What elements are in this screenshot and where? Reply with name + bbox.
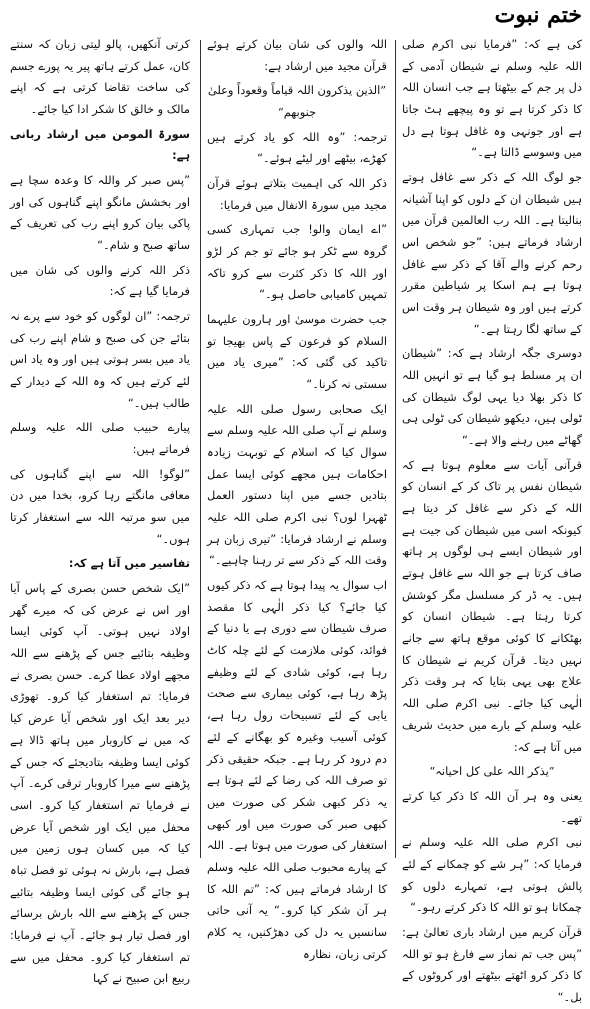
paragraph: ”اے ایمان والو! جب تمہاری کسی گروہ سے ٹکر ہو جائے تو جم کر لڑو اور اللہ کا ذکر کثرت سے کرو تاکہ تمہیں کامیابی حاصل ہو۔“ <box>207 222 387 302</box>
paragraph: جب حضرت موسیٰ اور ہارون علیہما السلام کو فرعون کے پاس بھیجا تو تاکید کی گئی کہ: ”میری یاد میں سستی نہ کرنا۔“ <box>207 312 387 392</box>
arabic-quote: ”یذکر اللہ علی کل احیانہ“ <box>429 764 555 779</box>
article-body <box>8 34 582 1004</box>
column-middle <box>207 34 387 961</box>
paragraph: پیارے حبیب صلی اللہ علیہ وسلم فرماتے ہیں: <box>10 420 190 457</box>
paragraph: ایک صحابی رسول صلی اللہ علیہ وسلم نے آپ صلی اللہ علیہ وسلم سے سوال کیا کہ اسلام کے توبہت زیادہ احکامات ہیں مجھے کوئی ایسا عمل بتادیں جسے میں اپنا دستور العمل ٹھہرا لوں؟ نبی اکرم صلی اللہ علیہ وسلم نے ارشاد فرمایا: ”تیری زبان ہر وقت اللہ کے ذکر سے تر رہنا چاہیے۔“ <box>207 401 387 568</box>
paragraph: سورۃ المومن میں ارشاد ربانی ہے: <box>10 126 190 163</box>
paragraph: ذکر اللہ کرنے والوں کی شان میں فرمایا گیا ہے کہ: <box>10 262 190 299</box>
paragraph: اب سوال یہ پیدا ہوتا ہے کہ ذکر کیوں کیا جائے؟ کیا ذکر الٰہی کا مقصد صرف شیطان سے دوری ہے یا دنیا کے فوائد، کوئی ملازمت کے لئے چلہ کاٹ رہا ہے، کوئی شادی کے لئے وظیفے پڑھ رہا ہے، کوئی بیماری سے صحت یابی کے لئے تسبیحات رول رہا ہے، کوئی آسیب وغیرہ کو بھگانے کے لئے دم درود کر رہا ہے۔ جبکہ حقیقی ذکر تو صرف اللہ کی رضا کے لئے ہوتا ہے یہ ذکر کبھی شکر کی صورت میں کبھی صبر کی صورت میں اور کبھی استغفار کی صورت میں ہوتا ہے۔ اللہ کے پیارے محبوب صلی اللہ علیہ وسلم کا ارشاد فرماتے ہیں کہ: ”تم اللہ کا ہر آن شکر کیا کرو۔“ یہ آنی حاتی سانسیں یہ دل کی دھڑکنیں، یہ کلام کرتی زبان، نظارہ <box>207 578 387 961</box>
paragraph: کی ہے کہ: ”فرمایا نبی اکرم صلی اللہ علیہ وسلم نے شیطان آدمی کے دل پر جم کے بیٹھتا ہے جب انسان اللہ کا ذکر کرتا ہے تو وہ پیچھے ہٹ جاتا ہے اور جونہی وہ غافل ہوتا ہے دل میں وسوسے ڈالتا ہے۔“ <box>402 37 582 160</box>
column-divider <box>395 40 396 858</box>
paragraph: دوسری جگہ ارشاد ہے کہ: ”شیطان ان پر مسلط ہو گیا ہے تو انہیں اللہ کا ذکر بھلا دیا یہی لوگ شیطان کی ٹولی ہیں، دیکھو شیطان کی ٹولی ہی گھاٹے میں رہنے والا ہے۔“ <box>402 346 582 448</box>
paragraph: قرآنی آیات سے معلوم ہوتا ہے کہ شیطان نفس پر تاک کر کے انسان کو اللہ کے ذکر سے غافل کر دیتا ہے کیونکہ اسی میں شیطان کی جیت ہے اور شیطان ایسے ہی لوگوں پر ہاتھ صاف کرتا ہے جو اللہ سے غافل ہوتے ہیں۔ یہ ڈر کر مسلسل مگر کوشش کرتا رہتا ہے۔ شیطان انسان کو بھٹکانے کا کوئی موقع ہاتھ سے جانے نہیں دیتا۔ قرآن کریم نے شیطان کا علاج بھی یہی بتایا کہ ہر وقت ذکر الٰہی کیا جائے۔ نبی اکرم صلی اللہ علیہ وسلم کے بارے میں حدیث شریف میں آتا ہے کہ: <box>402 457 582 754</box>
paragraph: اللہ والوں کی شان بیان کرتے ہوئے قرآن مجید میں ارشاد ہے: <box>207 37 387 73</box>
paragraph: ”لوگو! اللہ سے اپنے گناہوں کی معافی مانگتے رہا کرو، بخدا میں دن میں سو مرتبہ اللہ سے استغفار کرتا ہوں۔“ <box>10 466 190 546</box>
magazine-logo: ختم نبوت <box>494 2 582 28</box>
paragraph: تفاسیر میں آتا ہے کہ: <box>68 556 190 571</box>
paragraph: ترجمہ: ”وہ اللہ کو یاد کرتے ہیں کھڑے، بیٹھے اور لیٹے ہوئے۔“ <box>207 129 387 166</box>
column-divider <box>200 40 201 858</box>
paragraph: یعنی وہ ہر آن اللہ کا ذکر کیا کرتے تھے۔ <box>402 788 582 825</box>
paragraph: ترجمہ: ”ان لوگوں کو خود سے پرے نہ بتائے جن کی صبح و شام اپنے رب کی یاد میں بسر ہوتی ہیں اور وہ یاد اس لئے کرتے ہیں کہ وہ اللہ کے دیدار کے طالب ہیں۔“ <box>10 309 190 410</box>
paragraph: ”پس صبر کر واللہ کا وعدہ سچا ہے اور بخشش مانگو اپنے گناہوں کی اور پاکی بیان کرو اپنے رب کی تعریف کے ساتھ صبح و شام۔“ <box>10 173 190 253</box>
column-left <box>10 34 190 986</box>
arabic-verse: ”الذین یذکرون اللہ قیاماً وقعوداً وعلیٰ جنوبھم“ <box>207 83 387 120</box>
paragraph: ذکر اللہ کی اہمیت بتلاتے ہوئے قرآن مجید میں سورۃ الانفال میں فرمایا: <box>207 176 387 212</box>
page-header <box>0 0 590 34</box>
paragraph: ”ایک شخص حسن بصری کے پاس آیا اور اس نے عرض کی کہ میرے گھر اولاد نہیں ہوتی۔ آپ کوئی ایسا وظیفہ بتائیے جس کے پڑھنے سے اللہ مجھے اولاد عطا کرے۔ حسن بصری نے فرمایا: تم استغفار کیا کرو۔ تھوڑی دیر بعد ایک اور شخص آیا عرض کیا کہ میں نے کاروبار میں ہاتھ ڈالا ہے کوئی ایسا وظیفہ بتادیجئے کہ جس کے پڑھنے سے میرا کاروبار ترقی کرے۔ آپ نے فرمایا تم استغفار کیا کرو۔ اسی محفل میں ایک اور شخص آیا عرض کیا کہ میں کسان ہوں زمین میں فصل ہے، بارش نہ ہوئی تو فصل تباہ ہو جائے گی کوئی ایسا وظیفہ بتائیے جس کے پڑھنے سے اللہ بارش برسائے اور فصل تیار ہو جائے۔ آپ نے فرمایا: تم استغفار کیا کرو۔ محفل میں سے ربیع ابن صبیح نے کہا <box>10 581 190 986</box>
paragraph: قرآن کریم میں ارشاد باری تعالیٰ ہے: ”پس جب تم نماز سے فارغ ہو تو اللہ کا ذکر کرو اٹھتے بیٹھتے اور کروٹوں کے بل۔“ <box>402 924 582 1004</box>
paragraph: جو لوگ اللہ کے ذکر سے غافل ہوتے ہیں شیطان ان کے دلوں کو اپنا آشیانہ بنالیتا ہے۔ اللہ رب العالمین قرآن میں ارشاد فرماتے ہیں: ”جو شخص اس رحم کرنے والے آقا کے ذکر سے غافل ہوتا ہے ہم اسکا پر شیاطین مقرر کرتے ہیں اور وہ شیطان ہر وقت اس کے ساتھ لگا رہتا ہے۔“ <box>402 170 582 336</box>
column-right <box>402 34 582 1004</box>
paragraph: کرتی آنکھیں، پالو لیتی زبان کہ سنتے کان، عمل کرتے ہاتھ پیر یہ پورے جسم کی ساخت تقاضا کرتی ہے کہ اپنے مالک و خالق کا شکر ادا کیا جائے۔ <box>10 37 190 117</box>
paragraph: نبی اکرم صلی اللہ علیہ وسلم نے فرمایا کہ: ”ہر شے کو چمکانے کے لئے پالش ہوتی ہے، تمہارے دلوں کو چمکانا ہو تو اللہ کا ذکر کرتے رہو۔“ <box>402 835 582 915</box>
